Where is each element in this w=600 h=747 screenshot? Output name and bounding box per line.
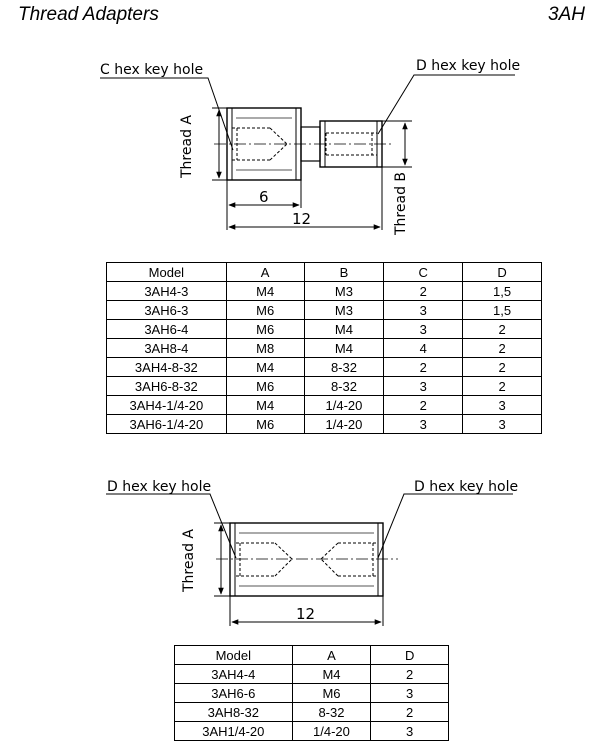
table-row <box>107 358 542 377</box>
cell-model: 3AH8-32 <box>175 703 293 722</box>
cell-c: 3 <box>384 415 463 434</box>
table-row <box>107 282 542 301</box>
table-row <box>107 415 542 434</box>
cell-d: 3 <box>463 415 542 434</box>
adapter-drawing-straight <box>0 470 600 630</box>
cell-a: M4 <box>292 665 371 684</box>
page-title: Thread Adapters <box>18 4 159 25</box>
cell-c: 2 <box>384 396 463 415</box>
col-header-d: D <box>463 263 542 282</box>
cell-a: M4 <box>226 396 304 415</box>
cell-b: 8-32 <box>304 377 384 396</box>
cell-b: M4 <box>304 339 384 358</box>
leader-d-hole <box>378 75 515 134</box>
cell-d: 3 <box>463 396 542 415</box>
cell-a: M6 <box>226 377 304 396</box>
col-header-c: C <box>384 263 463 282</box>
adapter-drawing-stepped <box>0 50 600 240</box>
cell-c: 2 <box>384 358 463 377</box>
dim-6-label: 6 <box>259 188 269 206</box>
cell-model: 3AH4-3 <box>107 282 227 301</box>
cell-d: 3 <box>371 722 449 741</box>
coupler-spec-table <box>174 645 449 741</box>
label-d-hex-key-hole-right: D hex key hole <box>414 479 519 495</box>
cell-a: 1/4-20 <box>292 722 371 741</box>
cell-a: M6 <box>226 320 304 339</box>
cell-a: M4 <box>226 358 304 377</box>
adapter-spec-table <box>106 262 542 434</box>
cell-model: 3AH6-1/4-20 <box>107 415 227 434</box>
cell-model: 3AH4-8-32 <box>107 358 227 377</box>
cell-d: 2 <box>463 358 542 377</box>
table-row <box>107 377 542 396</box>
cell-model: 3AH6-6 <box>175 684 293 703</box>
dim-thread-a <box>214 523 230 596</box>
cell-d: 2 <box>371 703 449 722</box>
col-header-a: A <box>292 646 371 665</box>
cell-model: 3AH6-4 <box>107 320 227 339</box>
cell-model: 3AH4-1/4-20 <box>107 396 227 415</box>
cell-b: M4 <box>304 320 384 339</box>
table-row <box>107 301 542 320</box>
cell-a: M8 <box>226 339 304 358</box>
col-header-a: A <box>226 263 304 282</box>
cell-a: 8-32 <box>292 703 371 722</box>
cell-d: 1,5 <box>463 301 542 320</box>
product-code: 3AH <box>548 4 585 25</box>
cell-c: 3 <box>384 320 463 339</box>
table-header-row <box>107 263 542 282</box>
leader-d-hole-left <box>106 494 236 558</box>
cell-d: 2 <box>463 320 542 339</box>
cell-model: 3AH8-4 <box>107 339 227 358</box>
cell-d: 3 <box>371 684 449 703</box>
label-d-hex-key-hole-left: D hex key hole <box>107 479 212 495</box>
cell-c: 3 <box>384 301 463 320</box>
leader-d-hole-right <box>378 494 513 558</box>
col-header-d: D <box>371 646 449 665</box>
label-thread-a: Thread A <box>179 115 195 178</box>
table-row <box>175 684 449 703</box>
cell-c: 4 <box>384 339 463 358</box>
cell-model: 3AH6-3 <box>107 301 227 320</box>
cell-b: M3 <box>304 282 384 301</box>
cell-d: 2 <box>463 377 542 396</box>
table-row <box>107 339 542 358</box>
cell-a: M6 <box>226 301 304 320</box>
col-header-model: Model <box>175 646 293 665</box>
cell-d: 1,5 <box>463 282 542 301</box>
col-header-model: Model <box>107 263 227 282</box>
hex-hole-d-right <box>321 543 377 576</box>
table-row <box>107 320 542 339</box>
table-row <box>175 703 449 722</box>
cell-b: 1/4-20 <box>304 396 384 415</box>
cell-c: 2 <box>384 282 463 301</box>
cell-d: 2 <box>463 339 542 358</box>
cell-b: M3 <box>304 301 384 320</box>
hex-hole-d-left <box>236 543 292 576</box>
table-row <box>175 722 449 741</box>
col-header-b: B <box>304 263 384 282</box>
table-row <box>175 665 449 684</box>
cell-d: 2 <box>371 665 449 684</box>
coupler-body <box>230 523 383 596</box>
table-row <box>107 396 542 415</box>
cell-b: 8-32 <box>304 358 384 377</box>
cell-a: M4 <box>226 282 304 301</box>
label-d-hex-key-hole: D hex key hole <box>416 58 521 74</box>
dim-thread-b <box>382 121 412 167</box>
label-c-hex-key-hole: C hex key hole <box>100 62 204 78</box>
cell-model: 3AH4-4 <box>175 665 293 684</box>
dim-12-label-bottom: 12 <box>296 605 316 623</box>
dim-12-label-top: 12 <box>292 210 312 228</box>
cell-model: 3AH6-8-32 <box>107 377 227 396</box>
cell-a: M6 <box>292 684 371 703</box>
cell-b: 1/4-20 <box>304 415 384 434</box>
cell-a: M6 <box>226 415 304 434</box>
cell-model: 3AH1/4-20 <box>175 722 293 741</box>
label-thread-b: Thread B <box>393 171 409 235</box>
leader-c-hole <box>100 78 233 150</box>
cell-c: 3 <box>384 377 463 396</box>
table-header-row <box>175 646 449 665</box>
label-thread-a: Thread A <box>181 529 197 592</box>
